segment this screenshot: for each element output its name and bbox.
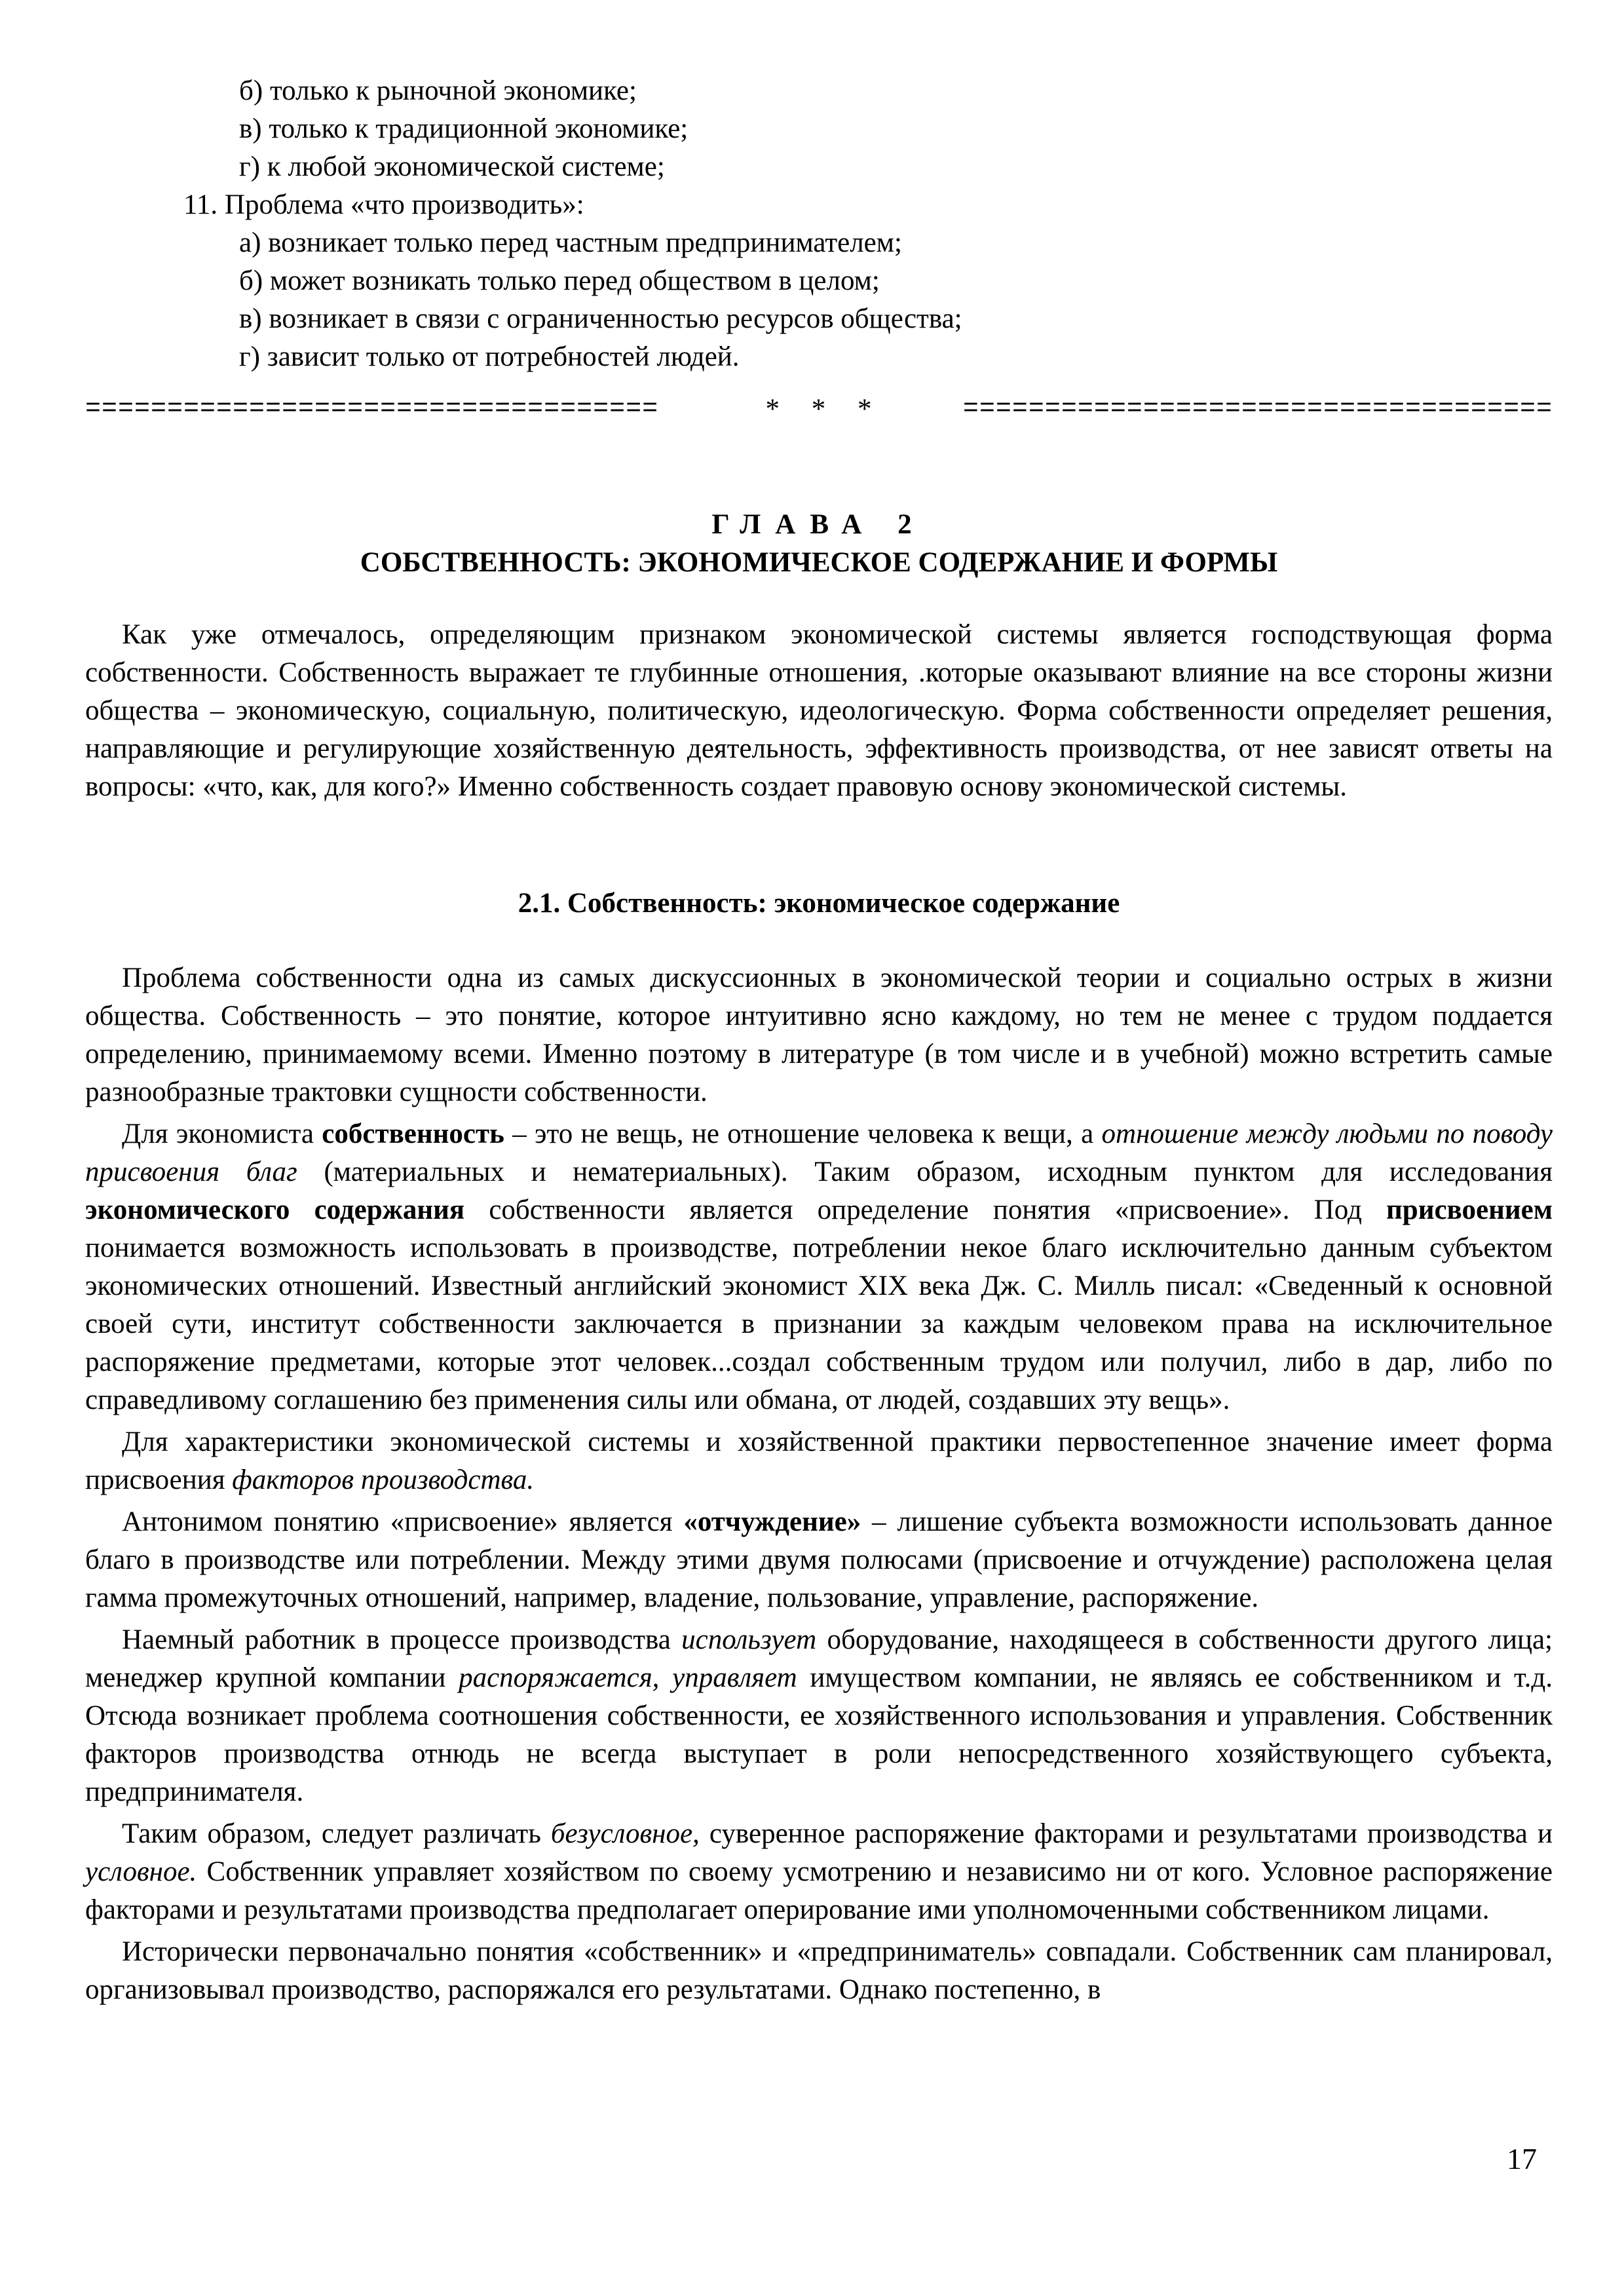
term-italic: отношение между людьми по поводу присвоения благ xyxy=(85,1119,1553,1187)
body-paragraph: Наемный работник в процессе производства использует оборудование, находящееся в собственности другого лица; менеджер крупной компании распоряжается, управляет имуществом компании, не являясь ее собственником и т.д. Отсюда возникает проблема соотношения собственности, ее хозяйственного использования и управления. Собственник факторов производства отнюдь не всегда выступает в роли непосредственного хозяйствующего субъекта, предпринимателя. xyxy=(85,1624,1553,1807)
quiz-option: в) возникает в связи с ограниченностью ресурсов общества; xyxy=(239,303,962,334)
term-bold: «отчуждение» xyxy=(683,1506,861,1537)
body-paragraph: Антонимом понятию «присвоение» является «отчуждение» – лишение субъекта возможности использовать данное благо в производстве или потреблении. Между этими двумя полюсами (присвоение и отчуждение) расположена целая гамма промежуточных отношений, например, владение, пользование, управление, распоряжение. xyxy=(85,1506,1553,1613)
quiz-question: 11. Проблема «что производить»: xyxy=(183,189,584,220)
page-number: 17 xyxy=(1507,2142,1537,2175)
divider-rule-left: =================================== xyxy=(85,394,659,424)
divider-rule-right: ==================================== xyxy=(962,394,1553,424)
body-paragraph: Для экономиста собственность – это не вещь, не отношение человека к вещи, а отношение между людьми по поводу присвоения благ (материальных и нематериальных). Таким образом, исходным пунктом для исследования экономического содержания собственности является определение понятия «присвоение». Под присвоением понимается возможность использовать в производстве, потреблении некое благо исключительно данным субъектом экономических отношений. Известный английский экономист XIX века Дж. С. Милль писал: «Сведенный к основной своей сути, институт собственности заключается в признании за каждым человеком права на исключительное распоряжение предметами, которые этот человек...создал собственным трудом или получил, либо в дар, либо по справедливому соглашению без применения силы или обмана, от людей, создавших эту вещь». xyxy=(85,1119,1553,1415)
chapter-title: СОБСТВЕННОСТЬ: ЭКОНОМИЧЕСКОЕ СОДЕРЖАНИЕ И ФОРМЫ xyxy=(360,547,1278,578)
body-paragraph: Таким образом, следует различать безусловное, суверенное распоряжение факторами и результатами производства и условное. Собственник управляет хозяйством по своему усмотрению и независимо ни от кого. Условное распоряжение факторами и результатами производства предполагает оперирование ими уполномоченными собственником лицами. xyxy=(85,1818,1553,1925)
term-bold: собственность xyxy=(322,1119,504,1149)
quiz-option: г) к любой экономической системе; xyxy=(239,151,665,182)
section-title: 2.1. Собственность: экономическое содержание xyxy=(518,888,1120,919)
section-divider xyxy=(85,391,1553,429)
quiz-block xyxy=(157,72,1553,376)
term-italic: факторов производства. xyxy=(232,1464,535,1495)
page-content xyxy=(85,72,1553,2009)
quiz-option: г) зависит только от потребностей людей. xyxy=(239,341,740,372)
term-italic: безусловное, xyxy=(550,1818,700,1849)
body-paragraph: Для характеристики экономической системы и хозяйственной практики первостепенное значение имеет форма присвоения факторов производства. xyxy=(85,1426,1553,1495)
intro-paragraph: Как уже отмечалось, определяющим признаком экономической системы является господствующая форма собственности. Собственность выражает те глубинные отношения, .которые оказывают влияние на все стороны жизни общества – экономическую, социальную, политическую, идеологическую. Форма собственности определяет решения, направляющие и регулирующие хозяйственную деятельность, эффективность производства, от нее зависят ответы на вопросы: «что, как, для кого?» Именно собственность создает правовую основу экономической системы. xyxy=(85,619,1553,802)
term-bold: присвоением xyxy=(1386,1195,1553,1225)
quiz-option: в) только к традиционной экономике; xyxy=(239,113,689,144)
term-bold: экономического содержания xyxy=(85,1195,465,1225)
divider-stars: * * * xyxy=(765,394,873,425)
body-paragraph: Исторически первоначально понятия «собственник» и «предприниматель» совпадали. Собственник сам планировал, организовывал производство, распоряжался его результатами. Однако постепенно, в xyxy=(85,1936,1553,2005)
chapter-label: ГЛАВА 2 xyxy=(711,509,926,540)
chapter-heading xyxy=(85,506,1553,582)
term-italic: использует xyxy=(681,1624,817,1655)
quiz-option: б) только к рыночной экономике; xyxy=(239,75,637,106)
quiz-option: б) может возникать только перед обществом в целом; xyxy=(239,265,880,296)
quiz-option: а) возникает только перед частным предпринимателем; xyxy=(239,227,902,258)
body-paragraph: Проблема собственности одна из самых дискуссионных в экономической теории и социально острых в жизни общества. Собственность – это понятие, которое интуитивно ясно каждому, но тем не менее с трудом поддается определению, принимаемому всеми. Именно поэтому в литературе (в том числе и в учебной) можно встретить самые разнообразные трактовки сущности собственности. xyxy=(85,963,1553,1107)
term-italic: условное. xyxy=(85,1856,197,1887)
term-italic: распоряжается, управляет xyxy=(459,1662,797,1693)
